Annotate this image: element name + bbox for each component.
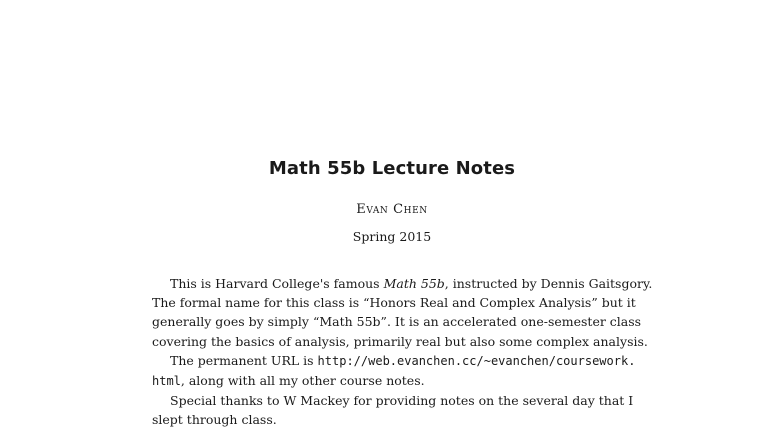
paragraph-intro-line-4: covering the basics of analysis, primarily real but also some complex analysis. bbox=[152, 333, 648, 349]
permanent-url-link-continued[interactable]: html bbox=[152, 374, 181, 389]
paragraph-url-line-2: html, along with all my other course notes. bbox=[152, 373, 425, 389]
paragraph-intro-line-2: The formal name for this class is “Honors Real and Complex Analysis” but it bbox=[152, 295, 636, 311]
document-title: Math 55b Lecture Notes bbox=[268, 158, 516, 179]
paragraph-thanks-line-2: slept through class. bbox=[152, 412, 277, 428]
paragraph-thanks-line-1: Special thanks to W Mackey for providing notes on the several day that I bbox=[170, 393, 634, 409]
paragraph-intro-line-3: generally goes by simply “Math 55b”. It is an accelerated one-semester class bbox=[152, 314, 642, 330]
paragraph-intro-line-1: This is Harvard College's famous Math 55b, instructed by Dennis Gaitsgory. bbox=[170, 276, 653, 291]
document-date: Spring 2015 bbox=[352, 229, 432, 244]
paragraph-url-line-1: The permanent URL is http://web.evanchen.cc/~evanchen/coursework. bbox=[170, 352, 636, 368]
course-name: Math 55b bbox=[383, 276, 445, 291]
permanent-url-link[interactable]: http://web.evanchen.cc/~evanchen/coursework. bbox=[317, 353, 636, 368]
document-author: Evan Chen bbox=[356, 202, 428, 217]
abstract bbox=[152, 274, 653, 430]
